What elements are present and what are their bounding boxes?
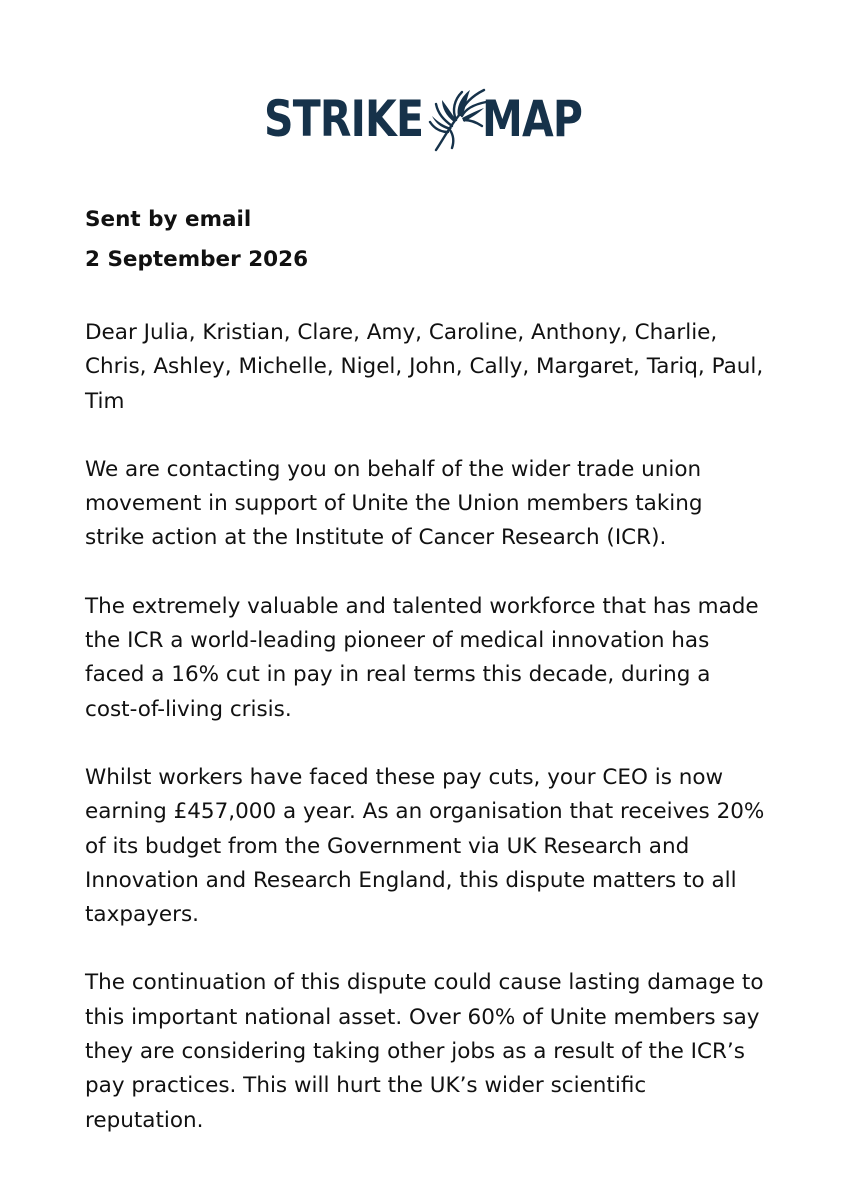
strike-map-logo: [264, 86, 604, 152]
paragraph-ceo-pay: Whilst workers have faced these pay cuts, your CEO is now earning £457,000 a year. As an organisation that receives 20% of its budget from the Government via UK Research and Innovation and Research England, this dispute matters to all taxpayers.: [85, 764, 765, 928]
sent-by-line: Sent by email: [85, 207, 252, 232]
logo-word-right: MAP: [482, 90, 583, 148]
logo-word-left: STRIKE: [264, 90, 424, 148]
paragraph-damage: The continuation of this dispute could cause lasting damage to this important national asset. Over 60% of Unite members say they are considering taking other jobs as a result of the ICR’s pay practices. This will hurt the UK’s wider scientific reputation.: [85, 970, 764, 1133]
letter-date: 2 September 2026: [85, 247, 309, 272]
flame-logo-icon: [426, 86, 488, 152]
paragraph-pay-cut: The extremely valuable and talented workforce that has made the ICR a world-leading pioneer of medical innovation has faced a 16% cut in pay in real terms this decade, during a cost-of-living crisis.: [85, 593, 759, 722]
paragraph-intro: We are contacting you on behalf of the wider trade union movement in support of Unite the Union members taking strike action at the Institute of Cancer Research (ICR).: [85, 456, 703, 551]
salutation: Dear Julia, Kristian, Clare, Amy, Caroline, Anthony, Charlie, Chris, Ashley, Michelle, Nigel, John, Cally, Margaret, Tariq, Paul, Tim: [85, 320, 764, 414]
letter-body: [85, 200, 765, 1138]
